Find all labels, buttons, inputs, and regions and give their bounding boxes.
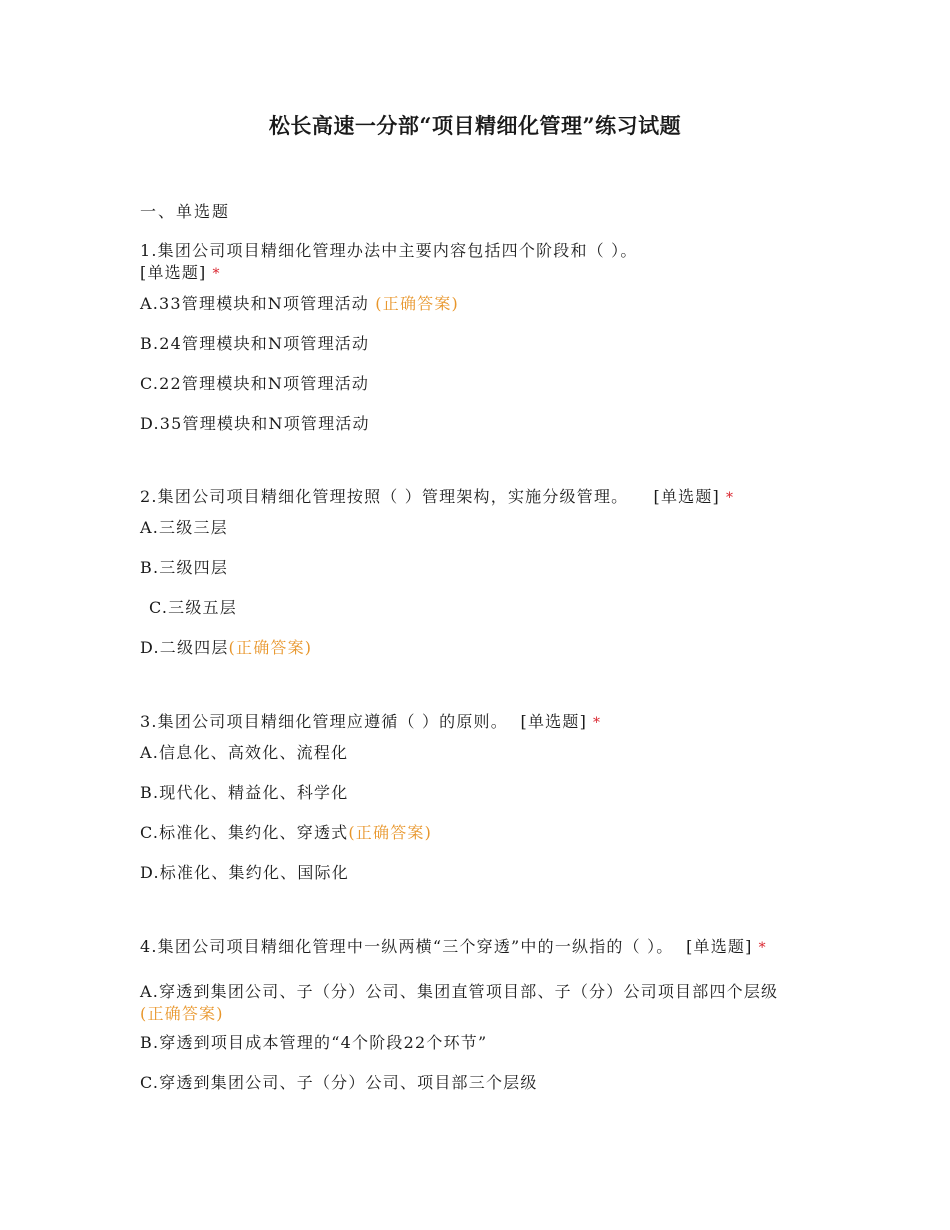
required-marker: * [593, 715, 602, 731]
question-2-text [140, 486, 820, 509]
question-1-option-b[interactable] [140, 333, 369, 355]
option-text: D.标准化、集约化、国际化 [140, 863, 349, 882]
question-4 [140, 936, 805, 959]
option-text: D.二级四层 [140, 638, 229, 657]
question-3-text [140, 711, 820, 734]
option-text: C.22管理模块和N项管理活动 [140, 374, 370, 393]
correct-answer-marker: (正确答案) [140, 1004, 224, 1023]
required-marker: * [212, 266, 221, 282]
question-2 [140, 486, 820, 509]
question-3-type: [单选题] [520, 712, 588, 731]
question-2-option-b[interactable] [140, 557, 228, 579]
correct-answer-marker: (正确答案) [228, 638, 313, 657]
option-text: C.标准化、集约化、穿透式 [140, 823, 349, 842]
question-1-text [140, 240, 820, 285]
option-text: D.35管理模块和N项管理活动 [140, 414, 370, 433]
question-1-option-c[interactable] [140, 373, 369, 395]
option-text: B.24管理模块和N项管理活动 [140, 334, 370, 353]
question-2-type: [单选题] [653, 487, 721, 506]
option-text: A.33管理模块和N项管理活动 [140, 294, 370, 313]
question-4-option-b[interactable] [140, 1032, 487, 1054]
option-text: B.现代化、精益化、科学化 [140, 783, 349, 802]
question-4-type: [单选题] [686, 937, 753, 956]
required-marker: * [758, 940, 767, 956]
question-3 [140, 711, 820, 734]
question-1-option-a[interactable] [140, 293, 459, 315]
question-2-stem: 2.集团公司项目精细化管理按照（ ）管理架构，实施分级管理。 [140, 487, 629, 506]
question-3-option-b[interactable] [140, 782, 348, 804]
question-3-option-c[interactable] [140, 822, 432, 844]
correct-answer-marker: (正确答案) [348, 823, 433, 842]
document-title: 松长高速一分部“项目精细化管理”练习试题 [268, 113, 682, 138]
option-text: A.穿透到集团公司、子（分）公司、集团直管项目部、子（分）公司项目部四个层级 [140, 982, 779, 1001]
question-1 [140, 240, 820, 285]
question-4-option-c[interactable] [140, 1072, 538, 1094]
question-1-option-d[interactable] [140, 413, 370, 435]
option-text: B.穿透到项目成本管理的“4个阶段22个环节” [140, 1033, 488, 1052]
question-1-stem: 1.集团公司项目精细化管理办法中主要内容包括四个阶段和（ ）。 [140, 241, 638, 260]
question-4-text [140, 936, 805, 959]
question-3-option-a[interactable] [140, 742, 348, 764]
option-text: A.信息化、高效化、流程化 [140, 743, 349, 762]
question-2-option-a[interactable] [140, 517, 228, 539]
section-heading: 一、单选题 [140, 202, 231, 221]
required-marker: * [726, 490, 735, 506]
question-2-option-c[interactable] [149, 597, 237, 619]
question-3-option-d[interactable] [140, 862, 349, 884]
correct-answer-marker: (正确答案) [369, 294, 459, 313]
question-4-stem: 4.集团公司项目精细化管理中一纵两横“三个穿透”中的一纵指的（ ）。 [140, 937, 674, 956]
option-text: A.三级三层 [140, 518, 228, 537]
question-1-type: [单选题] [140, 263, 207, 282]
option-text: C.三级五层 [149, 598, 237, 617]
option-text: B.三级四层 [140, 558, 229, 577]
option-text: C.穿透到集团公司、子（分）公司、项目部三个层级 [140, 1073, 538, 1092]
question-4-option-a[interactable] [140, 981, 800, 1025]
question-3-stem: 3.集团公司项目精细化管理应遵循（ ）的原则。 [140, 712, 508, 731]
question-2-option-d[interactable] [140, 637, 312, 659]
